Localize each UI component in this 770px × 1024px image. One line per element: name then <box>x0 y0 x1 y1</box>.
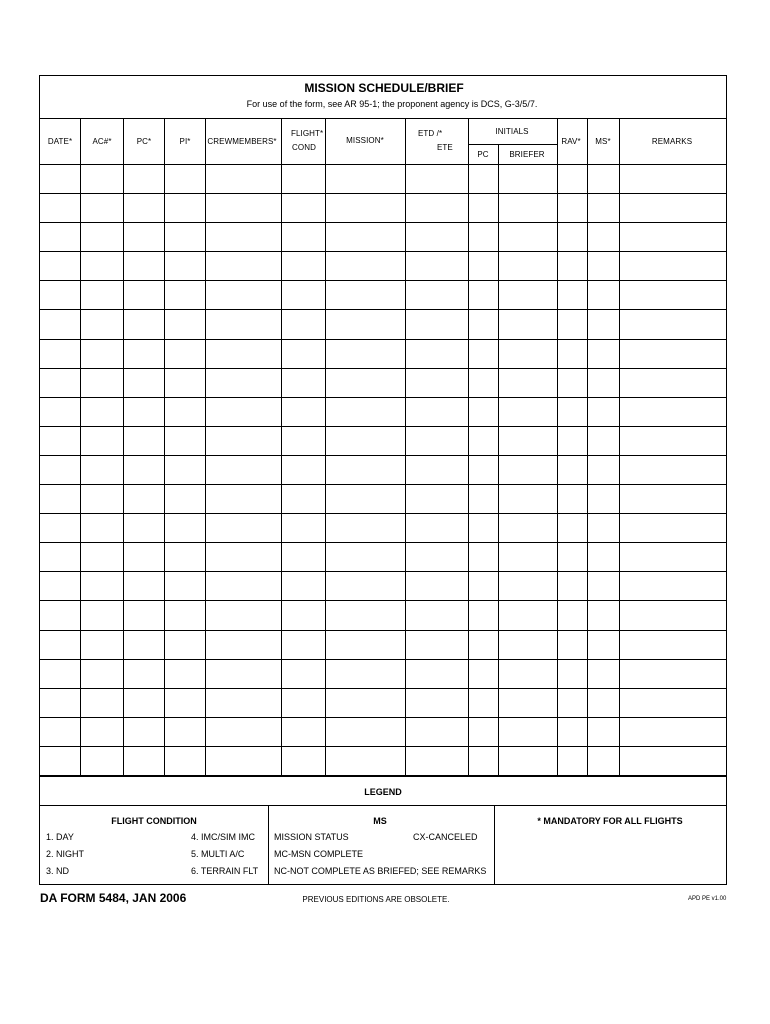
grid-col-line <box>557 118 558 775</box>
grid-col-line <box>468 118 469 775</box>
schedule-row-line <box>39 659 727 660</box>
schedule-row-line <box>39 688 727 689</box>
col-mission: MISSION* <box>346 136 384 145</box>
schedule-row-line <box>39 600 727 601</box>
ms-nc-not-complete: NC-NOT COMPLETE AS BRIEFED; SEE REMARKS <box>274 866 487 876</box>
col-crewmembers: CREWMEMBERS* <box>207 137 277 146</box>
col-initials-pc: PC <box>477 150 489 159</box>
schedule-row-line <box>39 484 727 485</box>
legend-col-line <box>268 805 269 885</box>
schedule-row-line <box>39 222 727 223</box>
schedule-row-line <box>39 339 727 340</box>
schedule-row-line <box>39 193 727 194</box>
schedule-row-line <box>39 251 727 252</box>
grid-col-line <box>205 118 206 775</box>
flight-condition-heading: FLIGHT CONDITION <box>111 816 197 826</box>
version-label: APD PE v1.00 <box>688 896 727 902</box>
schedule-row-line <box>39 571 727 572</box>
grid-col-line <box>325 118 326 775</box>
col-initials: INITIALS <box>495 127 529 136</box>
ms-heading: MS <box>373 816 387 826</box>
schedule-row-line <box>39 280 727 281</box>
schedule-row-line <box>39 542 727 543</box>
grid-col-line <box>498 144 499 775</box>
flight-condition-item: 5. MULTI A/C <box>191 849 245 859</box>
col-pi: PI* <box>179 137 191 146</box>
form-id: DA FORM 5484, JAN 2006 <box>40 891 187 905</box>
flight-condition-item: 6. TERRAIN FLT <box>191 866 259 876</box>
col-date: DATE* <box>47 137 73 146</box>
schedule-row-line <box>39 746 727 747</box>
form-border <box>39 75 727 885</box>
ms-mission-status: MISSION STATUS <box>274 832 349 842</box>
initials-divider <box>468 144 557 145</box>
schedule-row-line <box>39 717 727 718</box>
legend-col-line <box>494 805 495 885</box>
schedule-row-line <box>39 630 727 631</box>
schedule-row-line <box>39 455 727 456</box>
flight-condition-item: 1. DAY <box>46 832 74 842</box>
flight-condition-item: 4. IMC/SIM IMC <box>191 832 256 842</box>
schedule-row-line <box>39 397 727 398</box>
mandatory-note: * MANDATORY FOR ALL FLIGHTS <box>537 816 683 826</box>
col-ac: AC#* <box>92 137 112 146</box>
grid-col-line <box>587 118 588 775</box>
schedule-row-line <box>39 513 727 514</box>
header-bottom-line <box>39 164 727 165</box>
obsolete-note: PREVIOUS EDITIONS ARE OBSOLETE. <box>302 895 450 904</box>
col-pc: PC* <box>136 137 152 146</box>
ms-mc-complete: MC-MSN COMPLETE <box>274 849 364 859</box>
flight-condition-item: 3. ND <box>46 866 70 876</box>
col-etd-line1: ETD /* <box>418 129 443 138</box>
legend-top-line <box>39 775 727 777</box>
schedule-row-line <box>39 368 727 369</box>
col-etd-line2: ETE <box>437 143 453 152</box>
legend-title: LEGEND <box>364 787 402 797</box>
col-ms: MS* <box>595 137 611 146</box>
col-initials-briefer: BRIEFER <box>509 150 545 159</box>
grid-col-line <box>405 118 406 775</box>
header-top-line <box>39 118 727 119</box>
grid-col-line <box>80 118 81 775</box>
legend-divider <box>39 805 727 806</box>
col-rav: RAV* <box>561 137 581 146</box>
grid-col-line <box>164 118 165 775</box>
ms-cx-canceled: CX-CANCELED <box>413 832 478 842</box>
form-title: MISSION SCHEDULE/BRIEF <box>304 81 464 95</box>
col-flight-line2: COND <box>292 143 316 152</box>
grid-col-line <box>281 118 282 775</box>
schedule-row-line <box>39 426 727 427</box>
flight-condition-item: 2. NIGHT <box>46 849 85 859</box>
form-subtitle: For use of the form, see AR 95-1; the proponent agency is DCS, G-3/5/7. <box>246 99 538 109</box>
col-remarks: REMARKS <box>651 137 693 146</box>
grid-col-line <box>619 118 620 775</box>
col-flight-line1: FLIGHT* <box>291 129 324 138</box>
schedule-row-line <box>39 309 727 310</box>
grid-col-line <box>123 118 124 775</box>
